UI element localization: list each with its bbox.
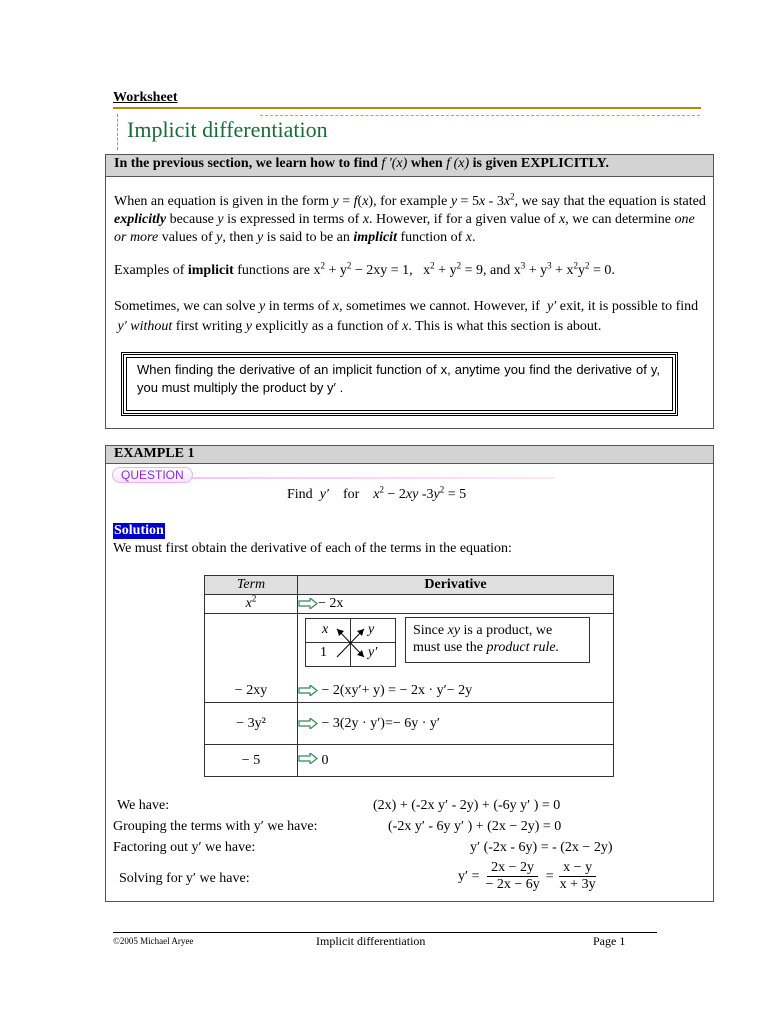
fraction-2: $\frac{x - y}{x + 3y}$ [559, 860, 596, 892]
solution-intro: We must first obtain the derivative of each of the terms in the equation: [113, 541, 512, 556]
derivative-table [204, 575, 614, 777]
step-expr: (2x) + (-2x y′ - 2y) + (-6y y′ ) = 0 [373, 798, 561, 813]
deriv-x2 [298, 595, 614, 614]
step-label: We have: [117, 798, 170, 813]
question-badge: QUESTION [112, 467, 193, 483]
intro-header-text-b: is given EXPLICITLY. [472, 156, 609, 171]
step-label: Grouping the terms with y′ we have: [113, 819, 318, 834]
worksheet-label: Worksheet [113, 90, 178, 105]
arrow-icon [298, 598, 318, 609]
find-word: Find [287, 487, 313, 502]
term-x2: $x^2$ [205, 595, 298, 614]
header-dotted-rule [260, 115, 700, 116]
question-rule [190, 477, 555, 479]
intro-header-fx: f (x) [446, 156, 470, 171]
header-rule [113, 107, 701, 109]
implicit-examples-paragraph: Examples of implicit functions are $x^2 + y^2 - 2xy = 1$, $x^2 + y^2 = 9$, and $x^3 + y^3 + x^2y^2 = 0$. [114, 260, 615, 278]
col-derivative: Derivative [298, 576, 614, 595]
intro-header-fprime: f ′(x) [381, 156, 408, 171]
question-equation: $x^2 - 2xy$ $-3y^2 = 5$ [373, 484, 467, 502]
explicit-paragraph: When an equation is given in the form y = f(x), for example $y = 5x - 3x^2$, we say that the equation is stated explicitly because y is expressed in terms of x. However, if for a given value of x, we can determine one or more values of y, then y is said to be an implicit function of x. [114, 191, 706, 245]
product-rule-grid: x y 1 y′ [305, 618, 396, 667]
arrow-icon [298, 685, 318, 696]
arrow-icon [298, 718, 318, 729]
arrow-icon [298, 753, 318, 764]
title-marker [117, 114, 118, 150]
intro-header [106, 155, 713, 177]
footer-rule [113, 932, 657, 933]
question-statement [287, 484, 467, 503]
yprime-eq: y′ = [458, 868, 480, 884]
deriv-5-text: 0 [321, 752, 329, 768]
term-3y2: − 3y² [205, 703, 298, 745]
intro-header-when: when [410, 156, 443, 171]
deriv-3y2-text: − 3(2y · y′)=− 6y · y′ [321, 715, 440, 731]
deriv-x2-text: − 2x [318, 596, 344, 611]
step-expr-fraction [458, 860, 598, 893]
deriv-3y2 [298, 703, 614, 745]
fraction-1: $\frac{2x - 2y}{- 2x - 6y}$ [485, 860, 540, 892]
product-rule-note: Since xy is a product, we must use the product rule. [405, 617, 590, 663]
deriv-2xy-text: − 2(xy′+ y) = − 2x · y′− 2y [321, 683, 473, 698]
col-term: Term [205, 576, 298, 595]
footer-title: Implicit differentiation [316, 934, 426, 948]
for-word: for [342, 487, 360, 502]
term-2xy: − 2xy [205, 614, 298, 703]
purpose-paragraph: Sometimes, we can solve y in terms of x, sometimes we cannot. However, if y′ exit, it is possible to find y′ without first writing y explicitly as a function of x. This is what this section is about. [114, 299, 699, 334]
deriv-5 [298, 745, 614, 777]
step-expr: (-2x y′ - 6y y′ ) + (2x − 2y) = 0 [388, 819, 562, 834]
page-title: Implicit differentiation [127, 117, 328, 142]
example-header: EXAMPLE 1 [106, 446, 713, 464]
deriv-2xy [298, 614, 614, 703]
step-label: Solving for y′ we have: [119, 871, 250, 886]
find-yprime: y′ [319, 487, 329, 502]
step-expr: y′ (-2x - 6y) = - (2x − 2y) [470, 840, 613, 855]
note-text: When finding the derivative of an implicit function of x, anytime you find the derivative of y, you must multiply the product by y′ . [137, 362, 660, 395]
intro-header-text-a: In the previous section, we learn how to find [114, 156, 378, 171]
term-5: − 5 [205, 745, 298, 777]
step-label: Factoring out y′ we have: [113, 840, 256, 855]
cross-arrows-icon [334, 625, 368, 661]
equals-sign: = [545, 868, 554, 884]
solution-label: Solution [114, 523, 164, 538]
footer-page: Page 1 [593, 934, 626, 948]
footer-copyright: ©2005 Michael Aryee [113, 936, 194, 946]
